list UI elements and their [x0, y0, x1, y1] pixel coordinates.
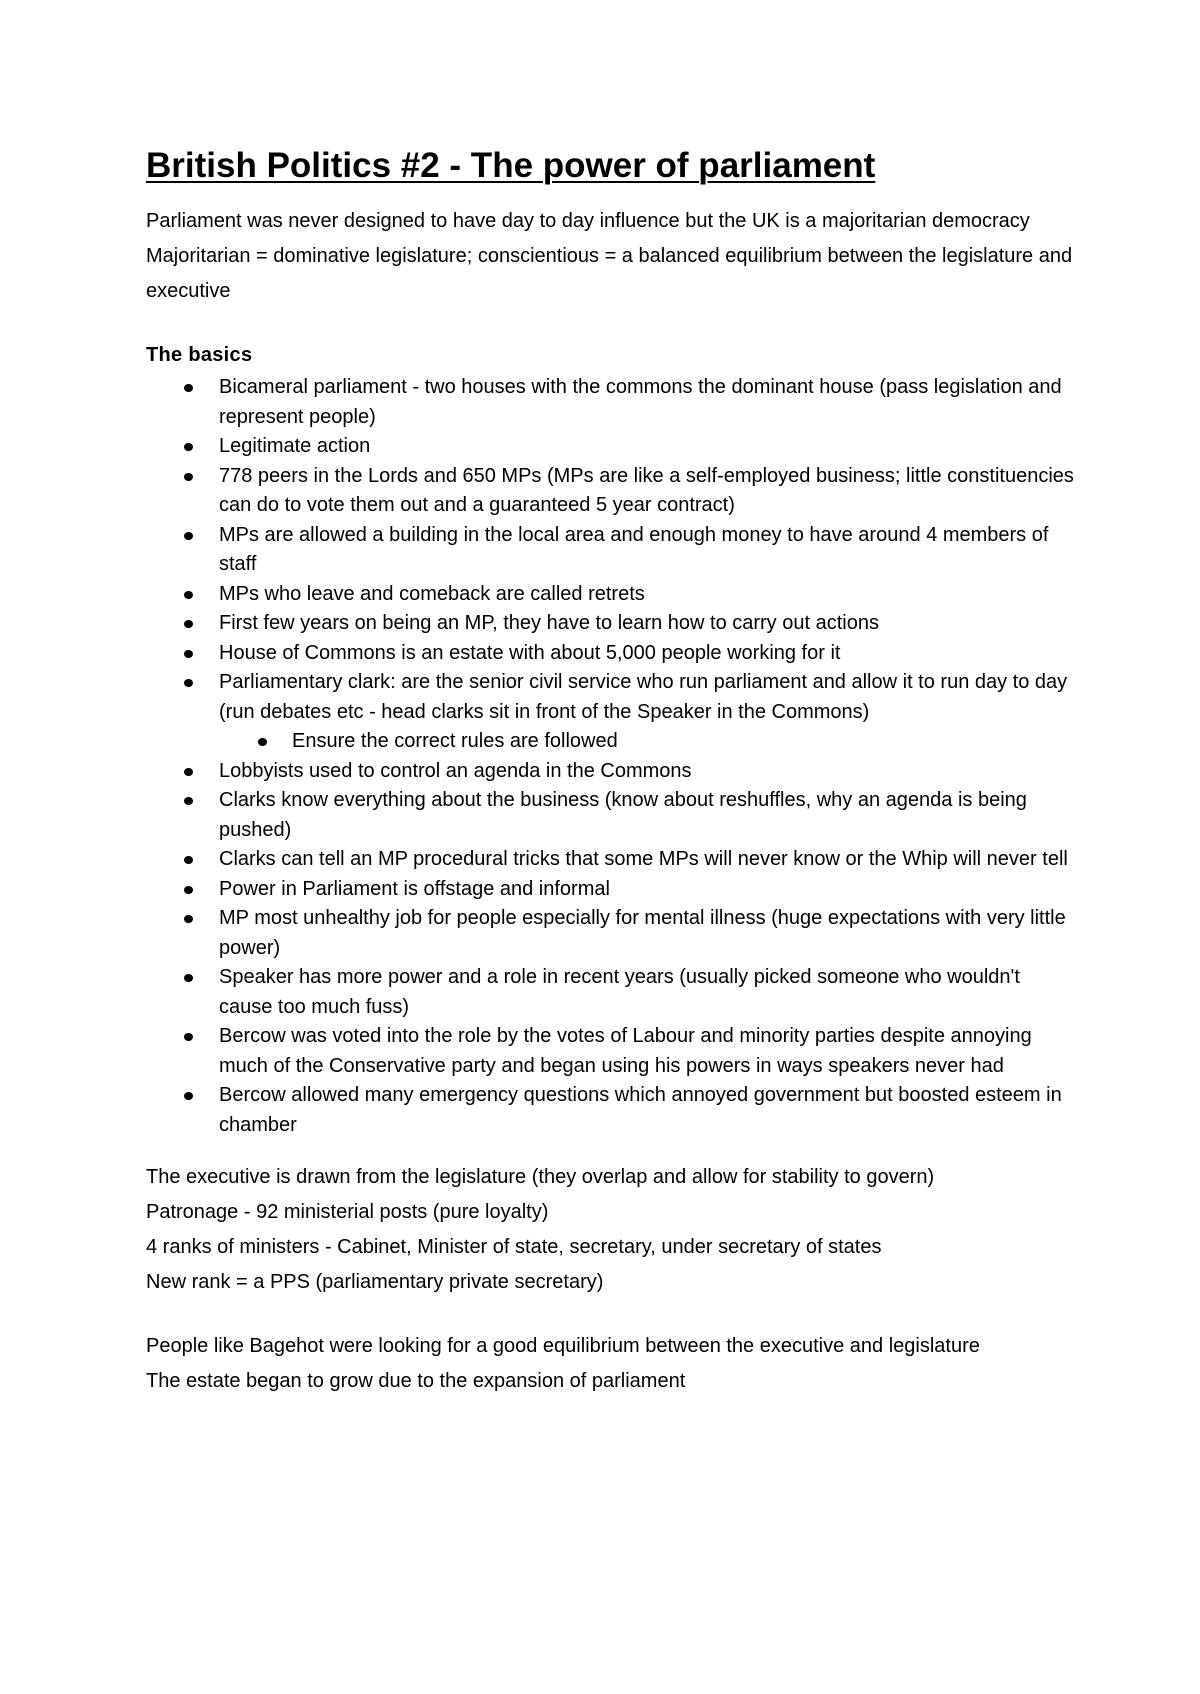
list-item: MP most unhealthy job for people especially for mental illness (huge expectations with very little power) [146, 904, 1076, 963]
list-item: Bercow allowed many emergency questions which annoyed government but boosted esteem in chamber [146, 1081, 1076, 1140]
bullet-icon [184, 974, 193, 982]
bullet-icon [184, 384, 193, 392]
list-item: First few years on being an MP, they have to learn how to carry out actions [146, 609, 1076, 639]
executive-paragraph-1: The executive is drawn from the legislature (they overlap and allow for stability to govern) [146, 1166, 935, 1188]
list-item: MPs are allowed a building in the local area and enough money to have around 4 members of staff [146, 521, 1076, 580]
bullet-icon [184, 591, 193, 599]
bullet-icon [184, 620, 193, 628]
spacer [146, 309, 1076, 338]
list-item: Legitimate action [146, 432, 1076, 462]
bullet-icon [184, 443, 193, 451]
bullet-icon [184, 886, 193, 894]
bullet-icon [184, 797, 193, 805]
bullet-icon [184, 1092, 193, 1100]
sub-list-item: Ensure the correct rules are followed [146, 727, 1076, 757]
document-page [146, 140, 1076, 1399]
executive-paragraph-3: 4 ranks of ministers - Cabinet, Minister of state, secretary, under secretary of states [146, 1236, 882, 1258]
bullet-icon [184, 915, 193, 923]
list-item: Lobbyists used to control an agenda in the Commons [146, 757, 1076, 787]
list-item: Clarks know everything about the business (know about reshuffles, why an agenda is being pushed) [146, 786, 1076, 845]
spacer [146, 1140, 1076, 1160]
list-item: Bicameral parliament - two houses with the commons the dominant house (pass legislation and represent people) [146, 373, 1076, 432]
list-item: Bercow was voted into the role by the votes of Labour and minority parties despite annoying much of the Conservative party and began using his powers in ways speakers never had [146, 1022, 1076, 1081]
list-item: Clarks can tell an MP procedural tricks that some MPs will never know or the Whip will never tell [146, 845, 1076, 875]
bullet-icon [184, 679, 193, 687]
spacer [146, 1300, 1076, 1329]
list-item: Speaker has more power and a role in recent years (usually picked someone who wouldn't cause too much fuss) [146, 963, 1076, 1022]
basics-list [146, 373, 1076, 1140]
section-heading-basics: The basics [146, 344, 253, 366]
bullet-icon [184, 768, 193, 776]
bullet-icon [184, 1033, 193, 1041]
bullet-icon [184, 532, 193, 540]
bullet-icon [258, 738, 267, 746]
list-item: Parliamentary clark: are the senior civil service who run parliament and allow it to run day to day (run debates etc - head clarks sit in front of the Speaker in the Commons) [146, 668, 1076, 727]
bullet-icon [184, 856, 193, 864]
closing-paragraph-1: People like Bagehot were looking for a good equilibrium between the executive and legislature [146, 1335, 980, 1357]
bullet-icon [184, 650, 193, 658]
list-item: House of Commons is an estate with about 5,000 people working for it [146, 639, 1076, 669]
list-item: 778 peers in the Lords and 650 MPs (MPs are like a self-employed business; little constituencies can do to vote them out and a guaranteed 5 year contract) [146, 462, 1076, 521]
list-item: Power in Parliament is offstage and informal [146, 875, 1076, 905]
executive-paragraph-2: Patronage - 92 ministerial posts (pure loyalty) [146, 1201, 549, 1223]
list-item: MPs who leave and comeback are called retrets [146, 580, 1076, 610]
intro-paragraph-1: Parliament was never designed to have day to day influence but the UK is a majoritarian democracy [146, 210, 1030, 232]
executive-paragraph-4: New rank = a PPS (parliamentary private secretary) [146, 1271, 604, 1293]
intro-paragraph-2: Majoritarian = dominative legislature; conscientious = a balanced equilibrium between the legislature and executive [146, 245, 1073, 302]
page-title: British Politics #2 - The power of parliament [146, 146, 876, 185]
bullet-icon [184, 473, 193, 481]
closing-paragraph-2: The estate began to grow due to the expansion of parliament [146, 1370, 686, 1392]
